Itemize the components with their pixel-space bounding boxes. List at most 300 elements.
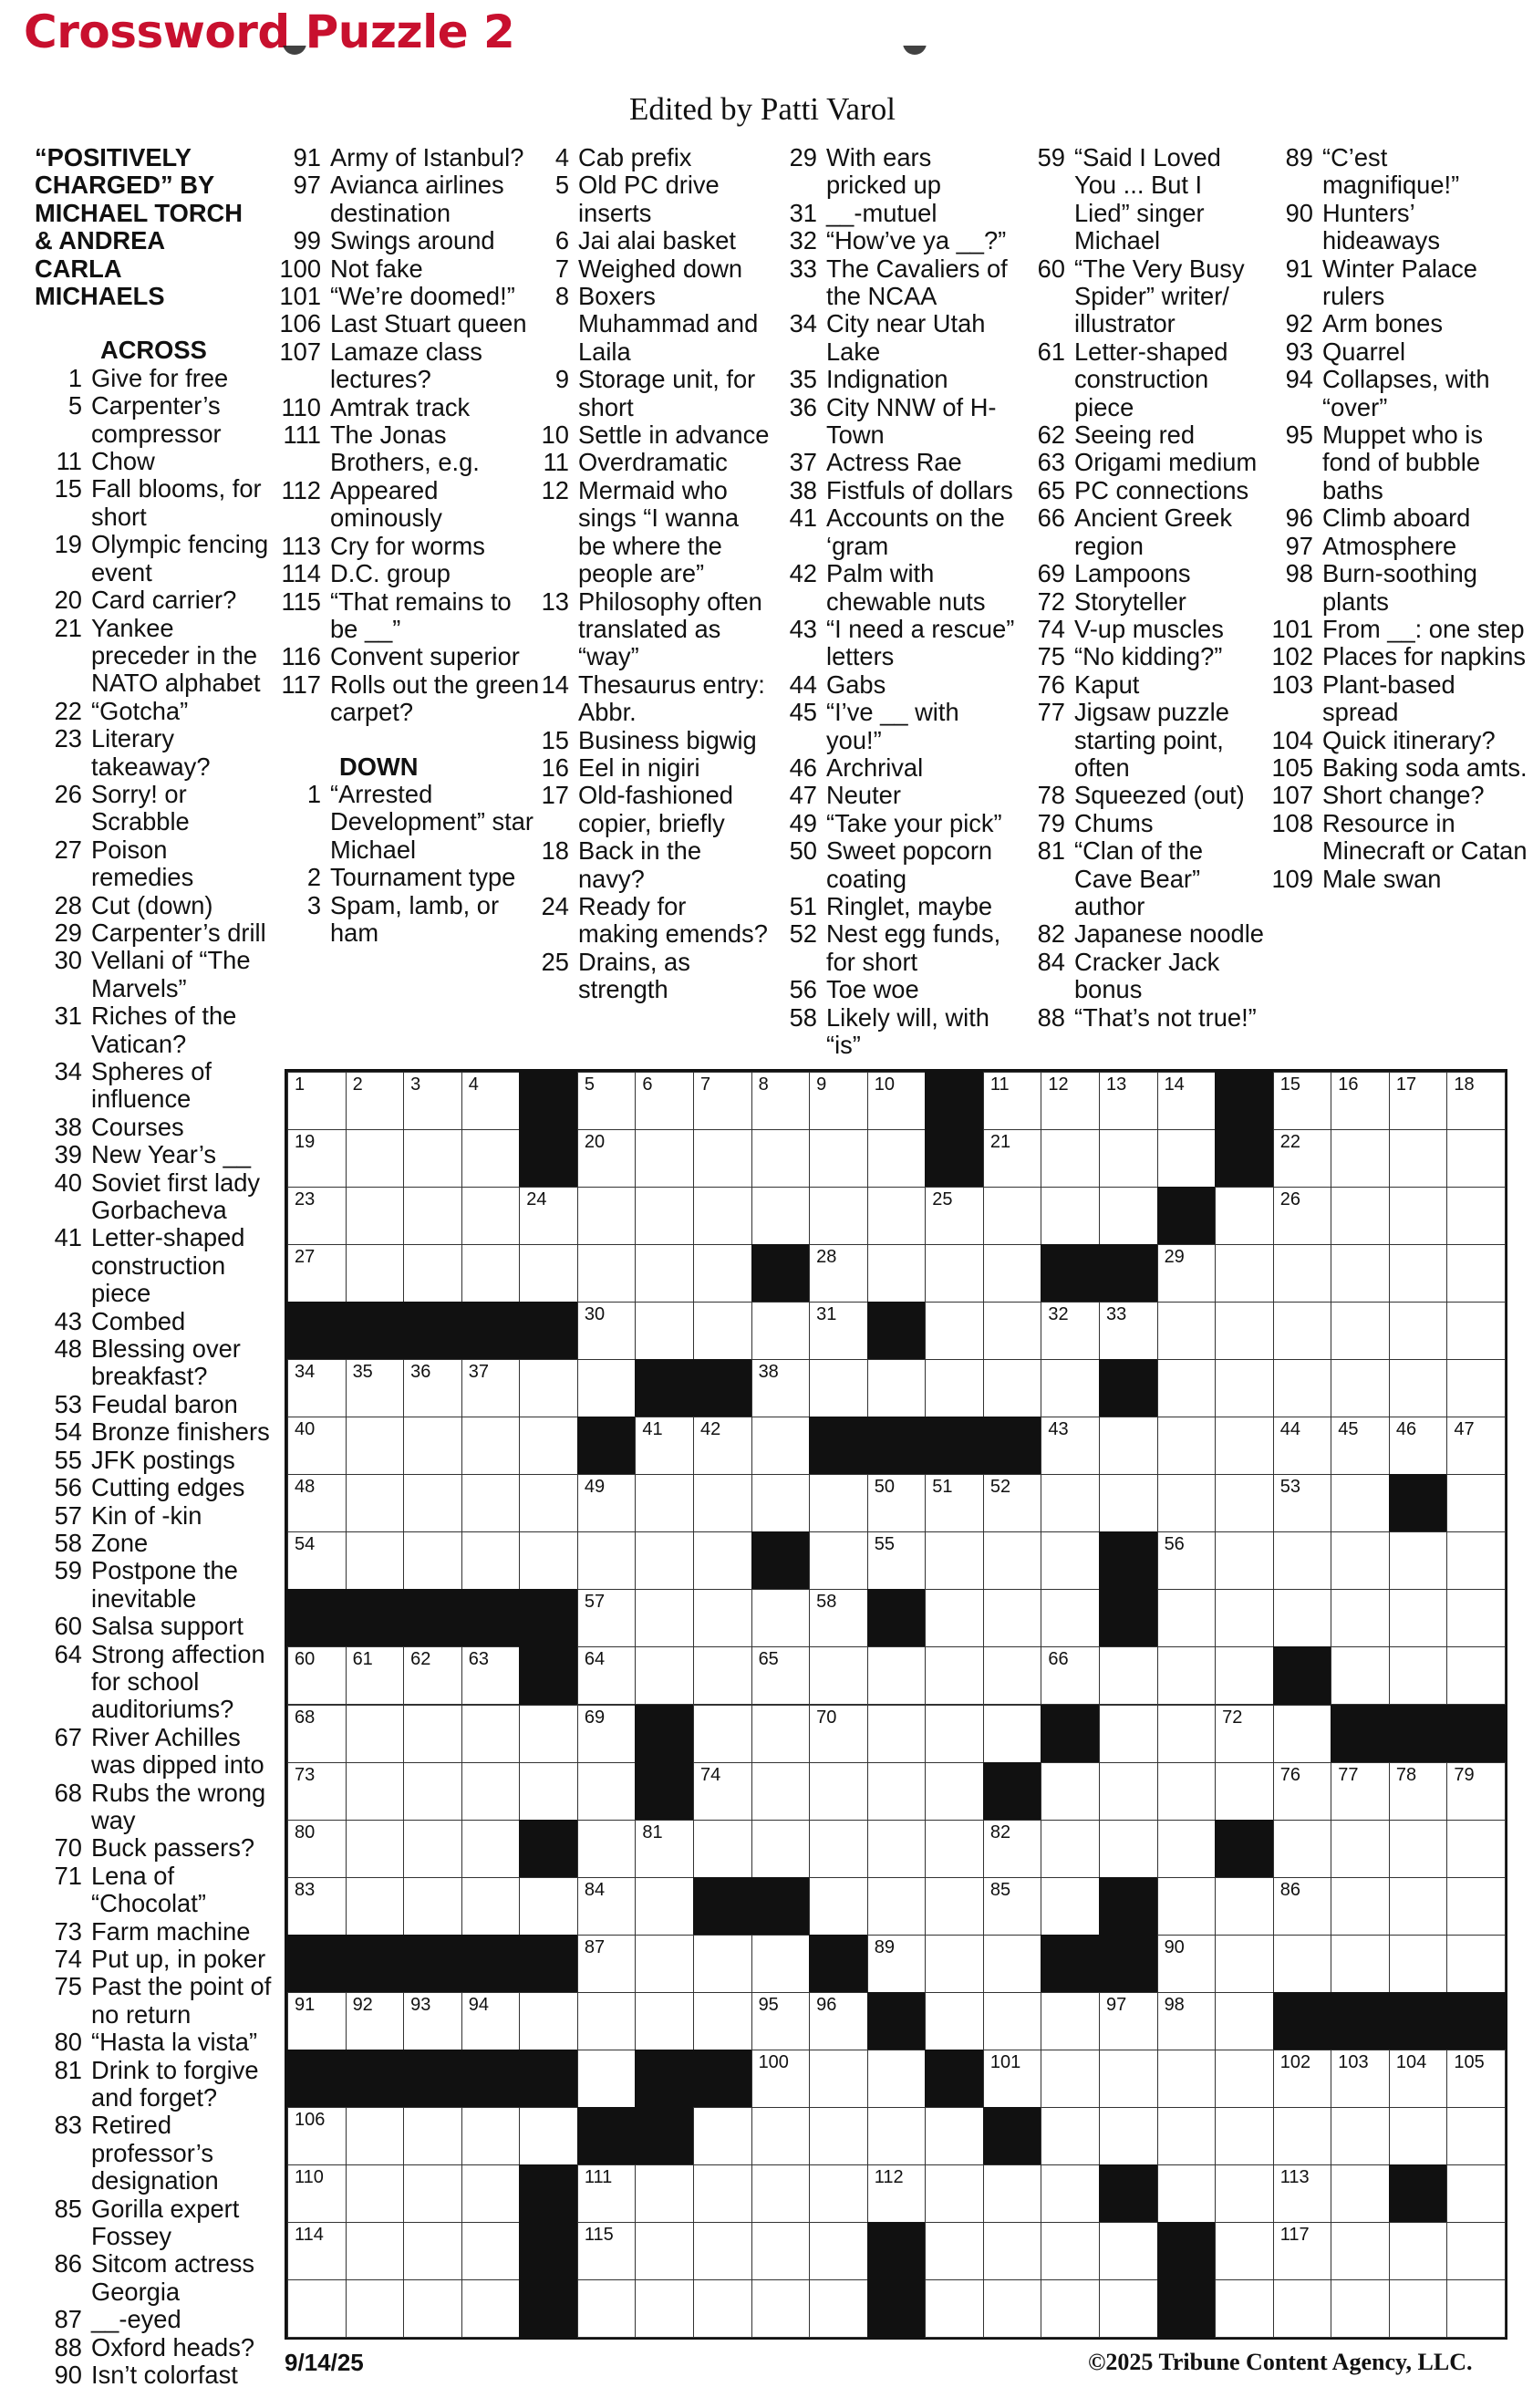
grid-cell[interactable]: [925, 2107, 984, 2165]
grid-cell[interactable]: [809, 1072, 868, 1130]
grid-cell[interactable]: [1331, 1531, 1390, 1590]
grid-cell[interactable]: [693, 1302, 752, 1360]
grid-cell[interactable]: [1446, 1474, 1506, 1532]
grid-cell[interactable]: [346, 1762, 405, 1821]
grid-cell[interactable]: [403, 1417, 462, 1475]
grid-cell[interactable]: [1446, 1244, 1506, 1303]
grid-cell[interactable]: [867, 1646, 927, 1705]
grid-cell[interactable]: [1389, 1531, 1448, 1590]
grid-cell[interactable]: [751, 1302, 811, 1360]
grid-cell[interactable]: [693, 1129, 752, 1188]
grid-cell[interactable]: [1273, 1474, 1332, 1532]
grid-cell[interactable]: [693, 1820, 752, 1878]
grid-cell[interactable]: [983, 1935, 1042, 1993]
grid-cell[interactable]: [1389, 1762, 1448, 1821]
grid-cell[interactable]: [1446, 1129, 1506, 1188]
grid-cell[interactable]: [1099, 1474, 1158, 1532]
grid-cell[interactable]: [1389, 1417, 1448, 1475]
grid-cell[interactable]: [1331, 2164, 1390, 2223]
grid-cell[interactable]: [1446, 1072, 1506, 1130]
grid-cell[interactable]: [577, 1129, 637, 1188]
grid-cell[interactable]: [1041, 1589, 1100, 1647]
grid-cell[interactable]: [983, 1531, 1042, 1590]
grid-cell[interactable]: [403, 1762, 462, 1821]
grid-cell[interactable]: [751, 1646, 811, 1705]
grid-cell[interactable]: [1331, 1359, 1390, 1417]
grid-cell[interactable]: [1446, 1417, 1506, 1475]
grid-cell[interactable]: [925, 1877, 984, 1936]
grid-cell[interactable]: [809, 1589, 868, 1647]
grid-cell[interactable]: [693, 1474, 752, 1532]
grid-cell[interactable]: [1041, 1762, 1100, 1821]
grid-cell[interactable]: [983, 1129, 1042, 1188]
grid-cell[interactable]: [1273, 1531, 1332, 1590]
grid-cell[interactable]: [1215, 2050, 1274, 2108]
grid-cell[interactable]: [809, 1762, 868, 1821]
grid-cell[interactable]: [925, 1705, 984, 1763]
grid-cell[interactable]: [461, 2222, 521, 2280]
grid-cell[interactable]: [1157, 1877, 1217, 1936]
grid-cell[interactable]: [635, 1474, 694, 1532]
grid-cell[interactable]: [1041, 1072, 1100, 1130]
grid-cell[interactable]: [1215, 1244, 1274, 1303]
grid-cell[interactable]: [346, 1129, 405, 1188]
grid-cell[interactable]: [1389, 2107, 1448, 2165]
grid-cell[interactable]: [346, 1244, 405, 1303]
grid-cell[interactable]: [1331, 1589, 1390, 1647]
grid-cell[interactable]: [1099, 1705, 1158, 1763]
grid-cell[interactable]: [925, 1935, 984, 1993]
grid-cell[interactable]: [1157, 1129, 1217, 1188]
grid-cell[interactable]: [693, 1072, 752, 1130]
grid-cell[interactable]: [1099, 1417, 1158, 1475]
grid-cell[interactable]: [635, 1877, 694, 1936]
grid-cell[interactable]: [1215, 1935, 1274, 1993]
grid-cell[interactable]: [346, 1705, 405, 1763]
grid-cell[interactable]: [461, 1705, 521, 1763]
grid-cell[interactable]: [403, 2164, 462, 2223]
grid-cell[interactable]: [751, 1474, 811, 1532]
grid-cell[interactable]: [287, 2279, 347, 2338]
grid-cell[interactable]: [1215, 2279, 1274, 2338]
grid-cell[interactable]: [1041, 1417, 1100, 1475]
grid-cell[interactable]: [403, 2222, 462, 2280]
grid-cell[interactable]: [403, 1646, 462, 1705]
grid-cell[interactable]: [693, 1589, 752, 1647]
grid-cell[interactable]: [867, 1072, 927, 1130]
grid-cell[interactable]: [983, 1187, 1042, 1245]
grid-cell[interactable]: [1273, 2222, 1332, 2280]
grid-cell[interactable]: [1157, 1302, 1217, 1360]
grid-cell[interactable]: [346, 1474, 405, 1532]
grid-cell[interactable]: [635, 1646, 694, 1705]
grid-cell[interactable]: [983, 1992, 1042, 2050]
grid-cell[interactable]: [577, 2279, 637, 2338]
grid-cell[interactable]: [751, 2279, 811, 2338]
grid-cell[interactable]: [751, 1820, 811, 1878]
grid-cell[interactable]: [519, 1877, 578, 1936]
grid-cell[interactable]: [1041, 1129, 1100, 1188]
grid-cell[interactable]: [693, 2164, 752, 2223]
grid-cell[interactable]: [809, 1474, 868, 1532]
grid-cell[interactable]: [925, 2222, 984, 2280]
grid-cell[interactable]: [809, 1646, 868, 1705]
grid-cell[interactable]: [1389, 2279, 1448, 2338]
grid-cell[interactable]: [519, 1417, 578, 1475]
grid-cell[interactable]: [1041, 2164, 1100, 2223]
grid-cell[interactable]: [1331, 1072, 1390, 1130]
grid-cell[interactable]: [635, 1244, 694, 1303]
grid-cell[interactable]: [867, 1820, 927, 1878]
grid-cell[interactable]: [867, 1129, 927, 1188]
grid-cell[interactable]: [1099, 1302, 1158, 1360]
grid-cell[interactable]: [635, 1992, 694, 2050]
grid-cell[interactable]: [809, 2279, 868, 2338]
grid-cell[interactable]: [461, 1646, 521, 1705]
grid-cell[interactable]: [577, 1820, 637, 1878]
grid-cell[interactable]: [1389, 1589, 1448, 1647]
grid-cell[interactable]: [1215, 1762, 1274, 1821]
grid-cell[interactable]: [693, 2279, 752, 2338]
grid-cell[interactable]: [1331, 1877, 1390, 1936]
grid-cell[interactable]: [809, 1820, 868, 1878]
grid-cell[interactable]: [461, 1417, 521, 1475]
grid-cell[interactable]: [287, 1417, 347, 1475]
grid-cell[interactable]: [461, 1072, 521, 1130]
grid-cell[interactable]: [925, 1646, 984, 1705]
grid-cell[interactable]: [1446, 1935, 1506, 1993]
grid-cell[interactable]: [1273, 2107, 1332, 2165]
grid-cell[interactable]: [1157, 1072, 1217, 1130]
grid-cell[interactable]: [635, 1820, 694, 1878]
grid-cell[interactable]: [635, 2164, 694, 2223]
grid-cell[interactable]: [1446, 1820, 1506, 1878]
grid-cell[interactable]: [577, 2164, 637, 2223]
grid-cell[interactable]: [867, 1531, 927, 1590]
grid-cell[interactable]: [1215, 1589, 1274, 1647]
grid-cell[interactable]: [1446, 1877, 1506, 1936]
grid-cell[interactable]: [461, 1820, 521, 1878]
grid-cell[interactable]: [577, 1877, 637, 1936]
grid-cell[interactable]: [635, 1935, 694, 1993]
grid-cell[interactable]: [983, 1820, 1042, 1878]
grid-cell[interactable]: [461, 2279, 521, 2338]
grid-cell[interactable]: [1389, 1935, 1448, 1993]
grid-cell[interactable]: [809, 2164, 868, 2223]
grid-cell[interactable]: [1331, 1762, 1390, 1821]
grid-cell[interactable]: [751, 2222, 811, 2280]
grid-cell[interactable]: [403, 1187, 462, 1245]
grid-cell[interactable]: [809, 2050, 868, 2108]
grid-cell[interactable]: [1157, 2164, 1217, 2223]
grid-cell[interactable]: [403, 1474, 462, 1532]
grid-cell[interactable]: [751, 2107, 811, 2165]
grid-cell[interactable]: [461, 1187, 521, 1245]
grid-cell[interactable]: [635, 1417, 694, 1475]
grid-cell[interactable]: [287, 2107, 347, 2165]
grid-cell[interactable]: [1099, 2222, 1158, 2280]
grid-cell[interactable]: [925, 2164, 984, 2223]
grid-cell[interactable]: [577, 1531, 637, 1590]
grid-cell[interactable]: [287, 1244, 347, 1303]
grid-cell[interactable]: [751, 1359, 811, 1417]
grid-cell[interactable]: [287, 2164, 347, 2223]
grid-cell[interactable]: [867, 1935, 927, 1993]
grid-cell[interactable]: [1099, 1646, 1158, 1705]
grid-cell[interactable]: [1215, 1474, 1274, 1532]
grid-cell[interactable]: [403, 1992, 462, 2050]
grid-cell[interactable]: [693, 1244, 752, 1303]
grid-cell[interactable]: [983, 2222, 1042, 2280]
grid-cell[interactable]: [809, 1244, 868, 1303]
grid-cell[interactable]: [867, 2107, 927, 2165]
grid-cell[interactable]: [519, 1474, 578, 1532]
grid-cell[interactable]: [346, 2107, 405, 2165]
grid-cell[interactable]: [1215, 2164, 1274, 2223]
grid-cell[interactable]: [1041, 2050, 1100, 2108]
grid-cell[interactable]: [1389, 1129, 1448, 1188]
grid-cell[interactable]: [1041, 1359, 1100, 1417]
grid-cell[interactable]: [403, 1359, 462, 1417]
grid-cell[interactable]: [1099, 2107, 1158, 2165]
grid-cell[interactable]: [519, 1187, 578, 1245]
grid-cell[interactable]: [693, 1417, 752, 1475]
grid-cell[interactable]: [519, 1705, 578, 1763]
grid-cell[interactable]: [461, 1129, 521, 1188]
grid-cell[interactable]: [577, 1935, 637, 1993]
grid-cell[interactable]: [925, 1187, 984, 1245]
grid-cell[interactable]: [577, 1992, 637, 2050]
grid-cell[interactable]: [1331, 1417, 1390, 1475]
grid-cell[interactable]: [346, 1820, 405, 1878]
grid-cell[interactable]: [1273, 1762, 1332, 1821]
grid-cell[interactable]: [1273, 1244, 1332, 1303]
grid-cell[interactable]: [1215, 1705, 1274, 1763]
grid-cell[interactable]: [519, 1992, 578, 2050]
grid-cell[interactable]: [751, 2164, 811, 2223]
grid-cell[interactable]: [1273, 1877, 1332, 1936]
grid-cell[interactable]: [1099, 1187, 1158, 1245]
grid-cell[interactable]: [287, 1129, 347, 1188]
grid-cell[interactable]: [1273, 1359, 1332, 1417]
grid-cell[interactable]: [1331, 1187, 1390, 1245]
grid-cell[interactable]: [1331, 2107, 1390, 2165]
grid-cell[interactable]: [1389, 1187, 1448, 1245]
grid-cell[interactable]: [693, 1935, 752, 1993]
grid-cell[interactable]: [403, 1129, 462, 1188]
grid-cell[interactable]: [867, 1762, 927, 1821]
grid-cell[interactable]: [1157, 1820, 1217, 1878]
grid-cell[interactable]: [1331, 1935, 1390, 1993]
grid-cell[interactable]: [1273, 1820, 1332, 1878]
grid-cell[interactable]: [1215, 1531, 1274, 1590]
grid-cell[interactable]: [403, 2107, 462, 2165]
grid-cell[interactable]: [1041, 1187, 1100, 1245]
grid-cell[interactable]: [287, 2222, 347, 2280]
grid-cell[interactable]: [1099, 2050, 1158, 2108]
grid-cell[interactable]: [1157, 1359, 1217, 1417]
grid-cell[interactable]: [1215, 2107, 1274, 2165]
grid-cell[interactable]: [867, 2164, 927, 2223]
grid-cell[interactable]: [925, 1244, 984, 1303]
grid-cell[interactable]: [403, 1820, 462, 1878]
grid-cell[interactable]: [1041, 2222, 1100, 2280]
grid-cell[interactable]: [809, 1187, 868, 1245]
grid-cell[interactable]: [403, 1244, 462, 1303]
grid-cell[interactable]: [1099, 1129, 1158, 1188]
grid-cell[interactable]: [983, 1072, 1042, 1130]
grid-cell[interactable]: [983, 1302, 1042, 1360]
grid-cell[interactable]: [635, 1129, 694, 1188]
grid-cell[interactable]: [635, 1302, 694, 1360]
grid-cell[interactable]: [751, 1762, 811, 1821]
grid-cell[interactable]: [577, 1646, 637, 1705]
grid-cell[interactable]: [519, 1762, 578, 1821]
grid-cell[interactable]: [1446, 2050, 1506, 2108]
grid-cell[interactable]: [1215, 1187, 1274, 1245]
grid-cell[interactable]: [403, 1877, 462, 1936]
grid-cell[interactable]: [925, 1762, 984, 1821]
grid-cell[interactable]: [461, 1474, 521, 1532]
grid-cell[interactable]: [693, 2107, 752, 2165]
grid-cell[interactable]: [1099, 1762, 1158, 1821]
grid-cell[interactable]: [287, 1474, 347, 1532]
grid-cell[interactable]: [1215, 1646, 1274, 1705]
grid-cell[interactable]: [635, 2279, 694, 2338]
grid-cell[interactable]: [635, 1187, 694, 1245]
grid-cell[interactable]: [403, 2279, 462, 2338]
grid-cell[interactable]: [925, 1531, 984, 1590]
grid-cell[interactable]: [1273, 1187, 1332, 1245]
grid-cell[interactable]: [1041, 1646, 1100, 1705]
grid-cell[interactable]: [461, 1531, 521, 1590]
grid-cell[interactable]: [1389, 1359, 1448, 1417]
crossword-grid[interactable]: [285, 1069, 1507, 2340]
grid-cell[interactable]: [983, 1244, 1042, 1303]
grid-cell[interactable]: [1099, 1992, 1158, 2050]
grid-cell[interactable]: [983, 2050, 1042, 2108]
grid-cell[interactable]: [1041, 2107, 1100, 2165]
grid-cell[interactable]: [1157, 1646, 1217, 1705]
grid-cell[interactable]: [983, 1705, 1042, 1763]
grid-cell[interactable]: [693, 1646, 752, 1705]
grid-cell[interactable]: [1389, 1302, 1448, 1360]
grid-cell[interactable]: [577, 1474, 637, 1532]
grid-cell[interactable]: [1041, 1474, 1100, 1532]
grid-cell[interactable]: [461, 2164, 521, 2223]
grid-cell[interactable]: [751, 1072, 811, 1130]
grid-cell[interactable]: [1446, 2279, 1506, 2338]
grid-cell[interactable]: [1273, 1072, 1332, 1130]
grid-cell[interactable]: [461, 1992, 521, 2050]
grid-cell[interactable]: [1331, 2050, 1390, 2108]
grid-cell[interactable]: [925, 1589, 984, 1647]
grid-cell[interactable]: [1273, 1417, 1332, 1475]
grid-cell[interactable]: [1215, 1992, 1274, 2050]
grid-cell[interactable]: [867, 1187, 927, 1245]
grid-cell[interactable]: [1157, 1992, 1217, 2050]
grid-cell[interactable]: [809, 1359, 868, 1417]
grid-cell[interactable]: [635, 1589, 694, 1647]
grid-cell[interactable]: [983, 2164, 1042, 2223]
grid-cell[interactable]: [983, 1646, 1042, 1705]
grid-cell[interactable]: [1446, 1531, 1506, 1590]
grid-cell[interactable]: [287, 1187, 347, 1245]
grid-cell[interactable]: [751, 1129, 811, 1188]
grid-cell[interactable]: [693, 1705, 752, 1763]
grid-cell[interactable]: [1446, 2164, 1506, 2223]
grid-cell[interactable]: [346, 1187, 405, 1245]
grid-cell[interactable]: [1273, 1705, 1332, 1763]
grid-cell[interactable]: [1099, 1820, 1158, 1878]
grid-cell[interactable]: [577, 2222, 637, 2280]
grid-cell[interactable]: [1157, 2050, 1217, 2108]
grid-cell[interactable]: [1389, 2050, 1448, 2108]
grid-cell[interactable]: [287, 1762, 347, 1821]
grid-cell[interactable]: [1446, 1359, 1506, 1417]
grid-cell[interactable]: [809, 1705, 868, 1763]
grid-cell[interactable]: [1331, 2222, 1390, 2280]
grid-cell[interactable]: [287, 1992, 347, 2050]
grid-cell[interactable]: [461, 1762, 521, 1821]
grid-cell[interactable]: [983, 1877, 1042, 1936]
grid-cell[interactable]: [1446, 1762, 1506, 1821]
grid-cell[interactable]: [925, 1474, 984, 1532]
grid-cell[interactable]: [577, 1589, 637, 1647]
grid-cell[interactable]: [1389, 1646, 1448, 1705]
grid-cell[interactable]: [1157, 1474, 1217, 1532]
grid-cell[interactable]: [346, 1531, 405, 1590]
grid-cell[interactable]: [577, 2050, 637, 2108]
grid-cell[interactable]: [809, 1531, 868, 1590]
grid-cell[interactable]: [287, 1705, 347, 1763]
grid-cell[interactable]: [1446, 1589, 1506, 1647]
grid-cell[interactable]: [693, 1187, 752, 1245]
grid-cell[interactable]: [867, 2050, 927, 2108]
grid-cell[interactable]: [635, 1072, 694, 1130]
grid-cell[interactable]: [346, 1877, 405, 1936]
grid-cell[interactable]: [751, 1589, 811, 1647]
grid-cell[interactable]: [1273, 2279, 1332, 2338]
grid-cell[interactable]: [1331, 1474, 1390, 1532]
grid-cell[interactable]: [809, 1877, 868, 1936]
grid-cell[interactable]: [809, 2107, 868, 2165]
grid-cell[interactable]: [867, 1244, 927, 1303]
grid-cell[interactable]: [1331, 1129, 1390, 1188]
grid-cell[interactable]: [1331, 1820, 1390, 1878]
grid-cell[interactable]: [1446, 2107, 1506, 2165]
grid-cell[interactable]: [635, 2222, 694, 2280]
grid-cell[interactable]: [519, 2107, 578, 2165]
grid-cell[interactable]: [346, 2222, 405, 2280]
grid-cell[interactable]: [1331, 1646, 1390, 1705]
grid-cell[interactable]: [867, 1359, 927, 1417]
grid-cell[interactable]: [1215, 1302, 1274, 1360]
grid-cell[interactable]: [1157, 1762, 1217, 1821]
grid-cell[interactable]: [1273, 1129, 1332, 1188]
grid-cell[interactable]: [867, 1474, 927, 1532]
grid-cell[interactable]: [635, 1531, 694, 1590]
grid-cell[interactable]: [1215, 1877, 1274, 1936]
grid-cell[interactable]: [1157, 1705, 1217, 1763]
grid-cell[interactable]: [693, 1992, 752, 2050]
grid-cell[interactable]: [1389, 1244, 1448, 1303]
grid-cell[interactable]: [983, 1474, 1042, 1532]
grid-cell[interactable]: [287, 1359, 347, 1417]
grid-cell[interactable]: [1099, 1072, 1158, 1130]
grid-cell[interactable]: [1157, 1417, 1217, 1475]
grid-cell[interactable]: [287, 1877, 347, 1936]
